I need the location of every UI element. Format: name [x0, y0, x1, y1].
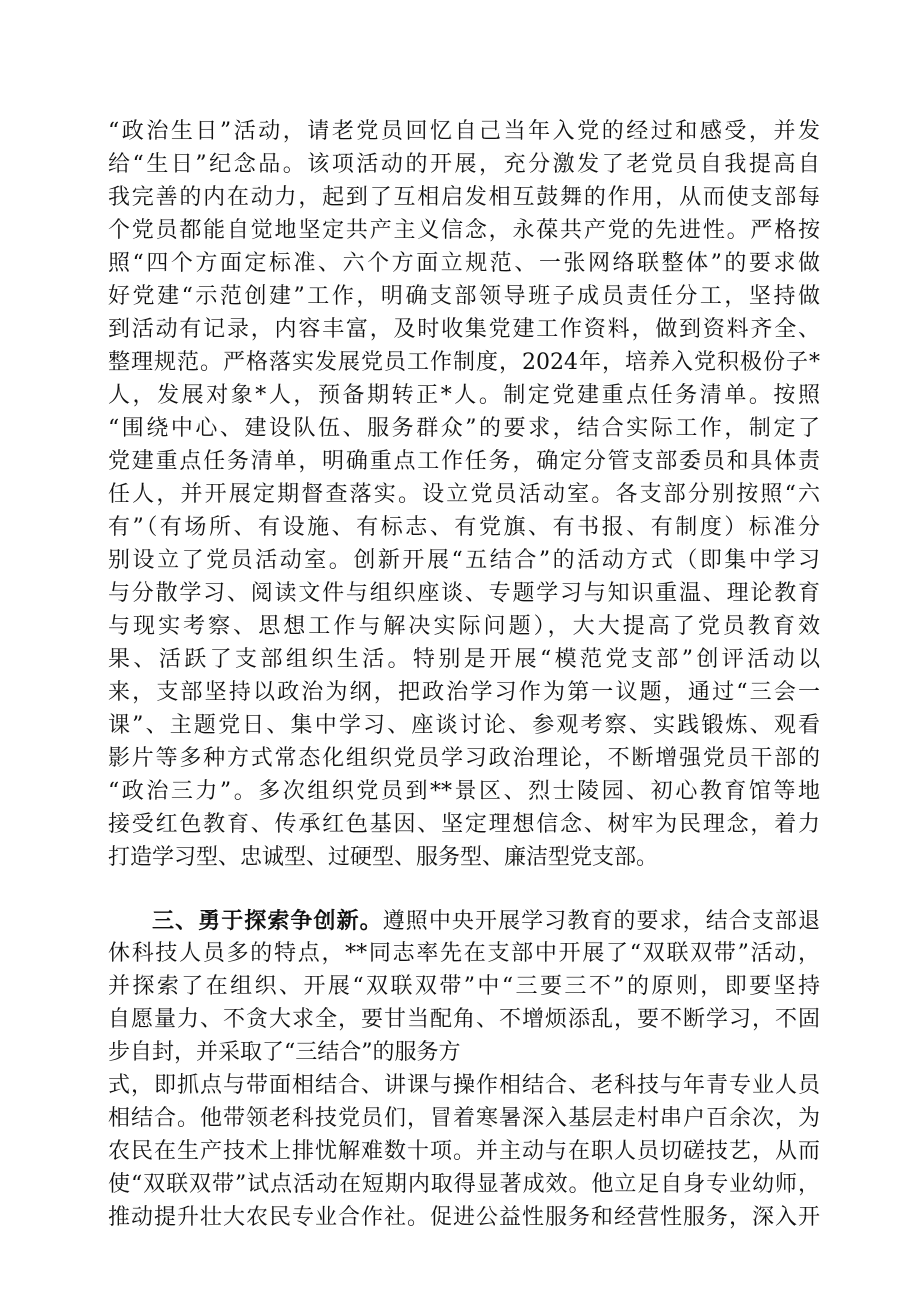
- paragraph-line: 照“四个方面定标准、六个方面立规范、一张网络联整体”的要求做: [108, 251, 820, 276]
- paragraph-line: 党建重点任务清单，明确重点工作任务，确定分管支部委员和具体责: [108, 449, 820, 474]
- paragraph-line: 并探索了在组织、开展“双联双带”中“三要三不”的原则，即要坚持: [108, 974, 820, 999]
- paragraph-line: 给“生日”纪念品。该项活动的开展，充分激发了老党员自我提高自: [108, 152, 820, 177]
- paragraph-line: 休科技人员多的特点，**同志率先在支部中开展了“双联双带”活动，: [108, 941, 820, 966]
- paragraph-line: 我完善的内在动力，起到了互相启发相互鼓舞的作用，从而使支部每: [108, 185, 820, 210]
- paragraph-line: 打造学习型、忠诚型、过硬型、服务型、廉洁型党支部。: [108, 845, 659, 870]
- paragraph-line: 课”、主题党日、集中学习、座谈讨论、参观考察、实践锻炼、观看: [108, 713, 820, 738]
- paragraph-line: 到活动有记录，内容丰富，及时收集党建工作资料，做到资料齐全、: [108, 317, 820, 342]
- paragraph-line: 使“双联双带”试点活动在短期内取得显著成效。他立足自身专业幼师，: [108, 1172, 820, 1197]
- paragraph-line: 别设立了党员活动室。创新开展“五结合”的活动方式（即集中学习: [108, 548, 820, 573]
- paragraph-line: 来，支部坚持以政治为纲，把政治学习作为第一议题，通过“三会一: [108, 680, 820, 705]
- paragraph-line: 与现实考察、思想工作与解决实际问题），大大提高了党员教育效: [108, 614, 820, 639]
- paragraph-line: 任人，并开展定期督查落实。设立党员活动室。各支部分别按照“六: [108, 482, 820, 507]
- paragraph-line: 好党建“示范创建”工作，明确支部领导班子成员责任分工，坚持做: [108, 284, 820, 309]
- paragraph-line: 有”（有场所、有设施、有标志、有党旗、有书报、有制度）标准分: [108, 515, 820, 540]
- section-three-first-line: [152, 906, 820, 937]
- paragraph-line: 式，即抓点与带面相结合、讲课与操作相结合、老科技与年青专业人员: [108, 1073, 820, 1098]
- paragraph-line: 果、活跃了支部组织生活。特别是开展“模范党支部”创评活动以: [108, 647, 820, 672]
- paragraph-line: “政治生日”活动，请老党员回忆自己当年入党的经过和感受，并发: [108, 119, 820, 144]
- paragraph-line: 推动提升壮大农民专业合作社。促进公益性服务和经营性服务，深入开: [108, 1205, 820, 1230]
- paragraph-line: 影片等多种方式常态化组织党员学习政治理论，不断增强党员干部的: [108, 746, 820, 771]
- paragraph-line: 人，发展对象*人，预备期转正*人。制定党建重点任务清单。按照: [108, 383, 820, 408]
- paragraph-line: “政治三力”。多次组织党员到**景区、烈士陵园、初心教育馆等地: [108, 779, 820, 804]
- paragraph-line: 自愿量力、不贪大求全，要甘当配角、不增烦添乱，要不断学习，不固: [108, 1007, 820, 1032]
- paragraph-line: 整理规范。严格落实发展党员工作制度，2024年，培养入党积极份子*: [108, 350, 820, 375]
- paragraph-line: 个党员都能自觉地坚定共产主义信念，永葆共产党的先进性。严格按: [108, 218, 820, 243]
- paragraph-line: 与分散学习、阅读文件与组织座谈、专题学习与知识重温、理论教育: [108, 581, 820, 606]
- paragraph-line: “围绕中心、建设队伍、服务群众”的要求，结合实际工作，制定了: [108, 416, 820, 441]
- paragraph-line: 相结合。他带领老科技党员们，冒着寒暑深入基层走村串户百余次，为: [108, 1106, 820, 1131]
- paragraph-line: 接受红色教育、传承红色基因、坚定理想信念、树牢为民理念，着力: [108, 812, 820, 837]
- section-first-line-text: 遵照中央开展学习教育的要求，结合支部退: [382, 909, 820, 934]
- paragraph-line: 农民在生产技术上排忧解难数十项。并主动与在职人员切磋技艺，从而: [108, 1139, 820, 1164]
- paragraph-line: 步自封，并采取了“三结合”的服务方: [108, 1040, 461, 1065]
- section-heading: 三、勇于探索争创新。: [152, 908, 383, 934]
